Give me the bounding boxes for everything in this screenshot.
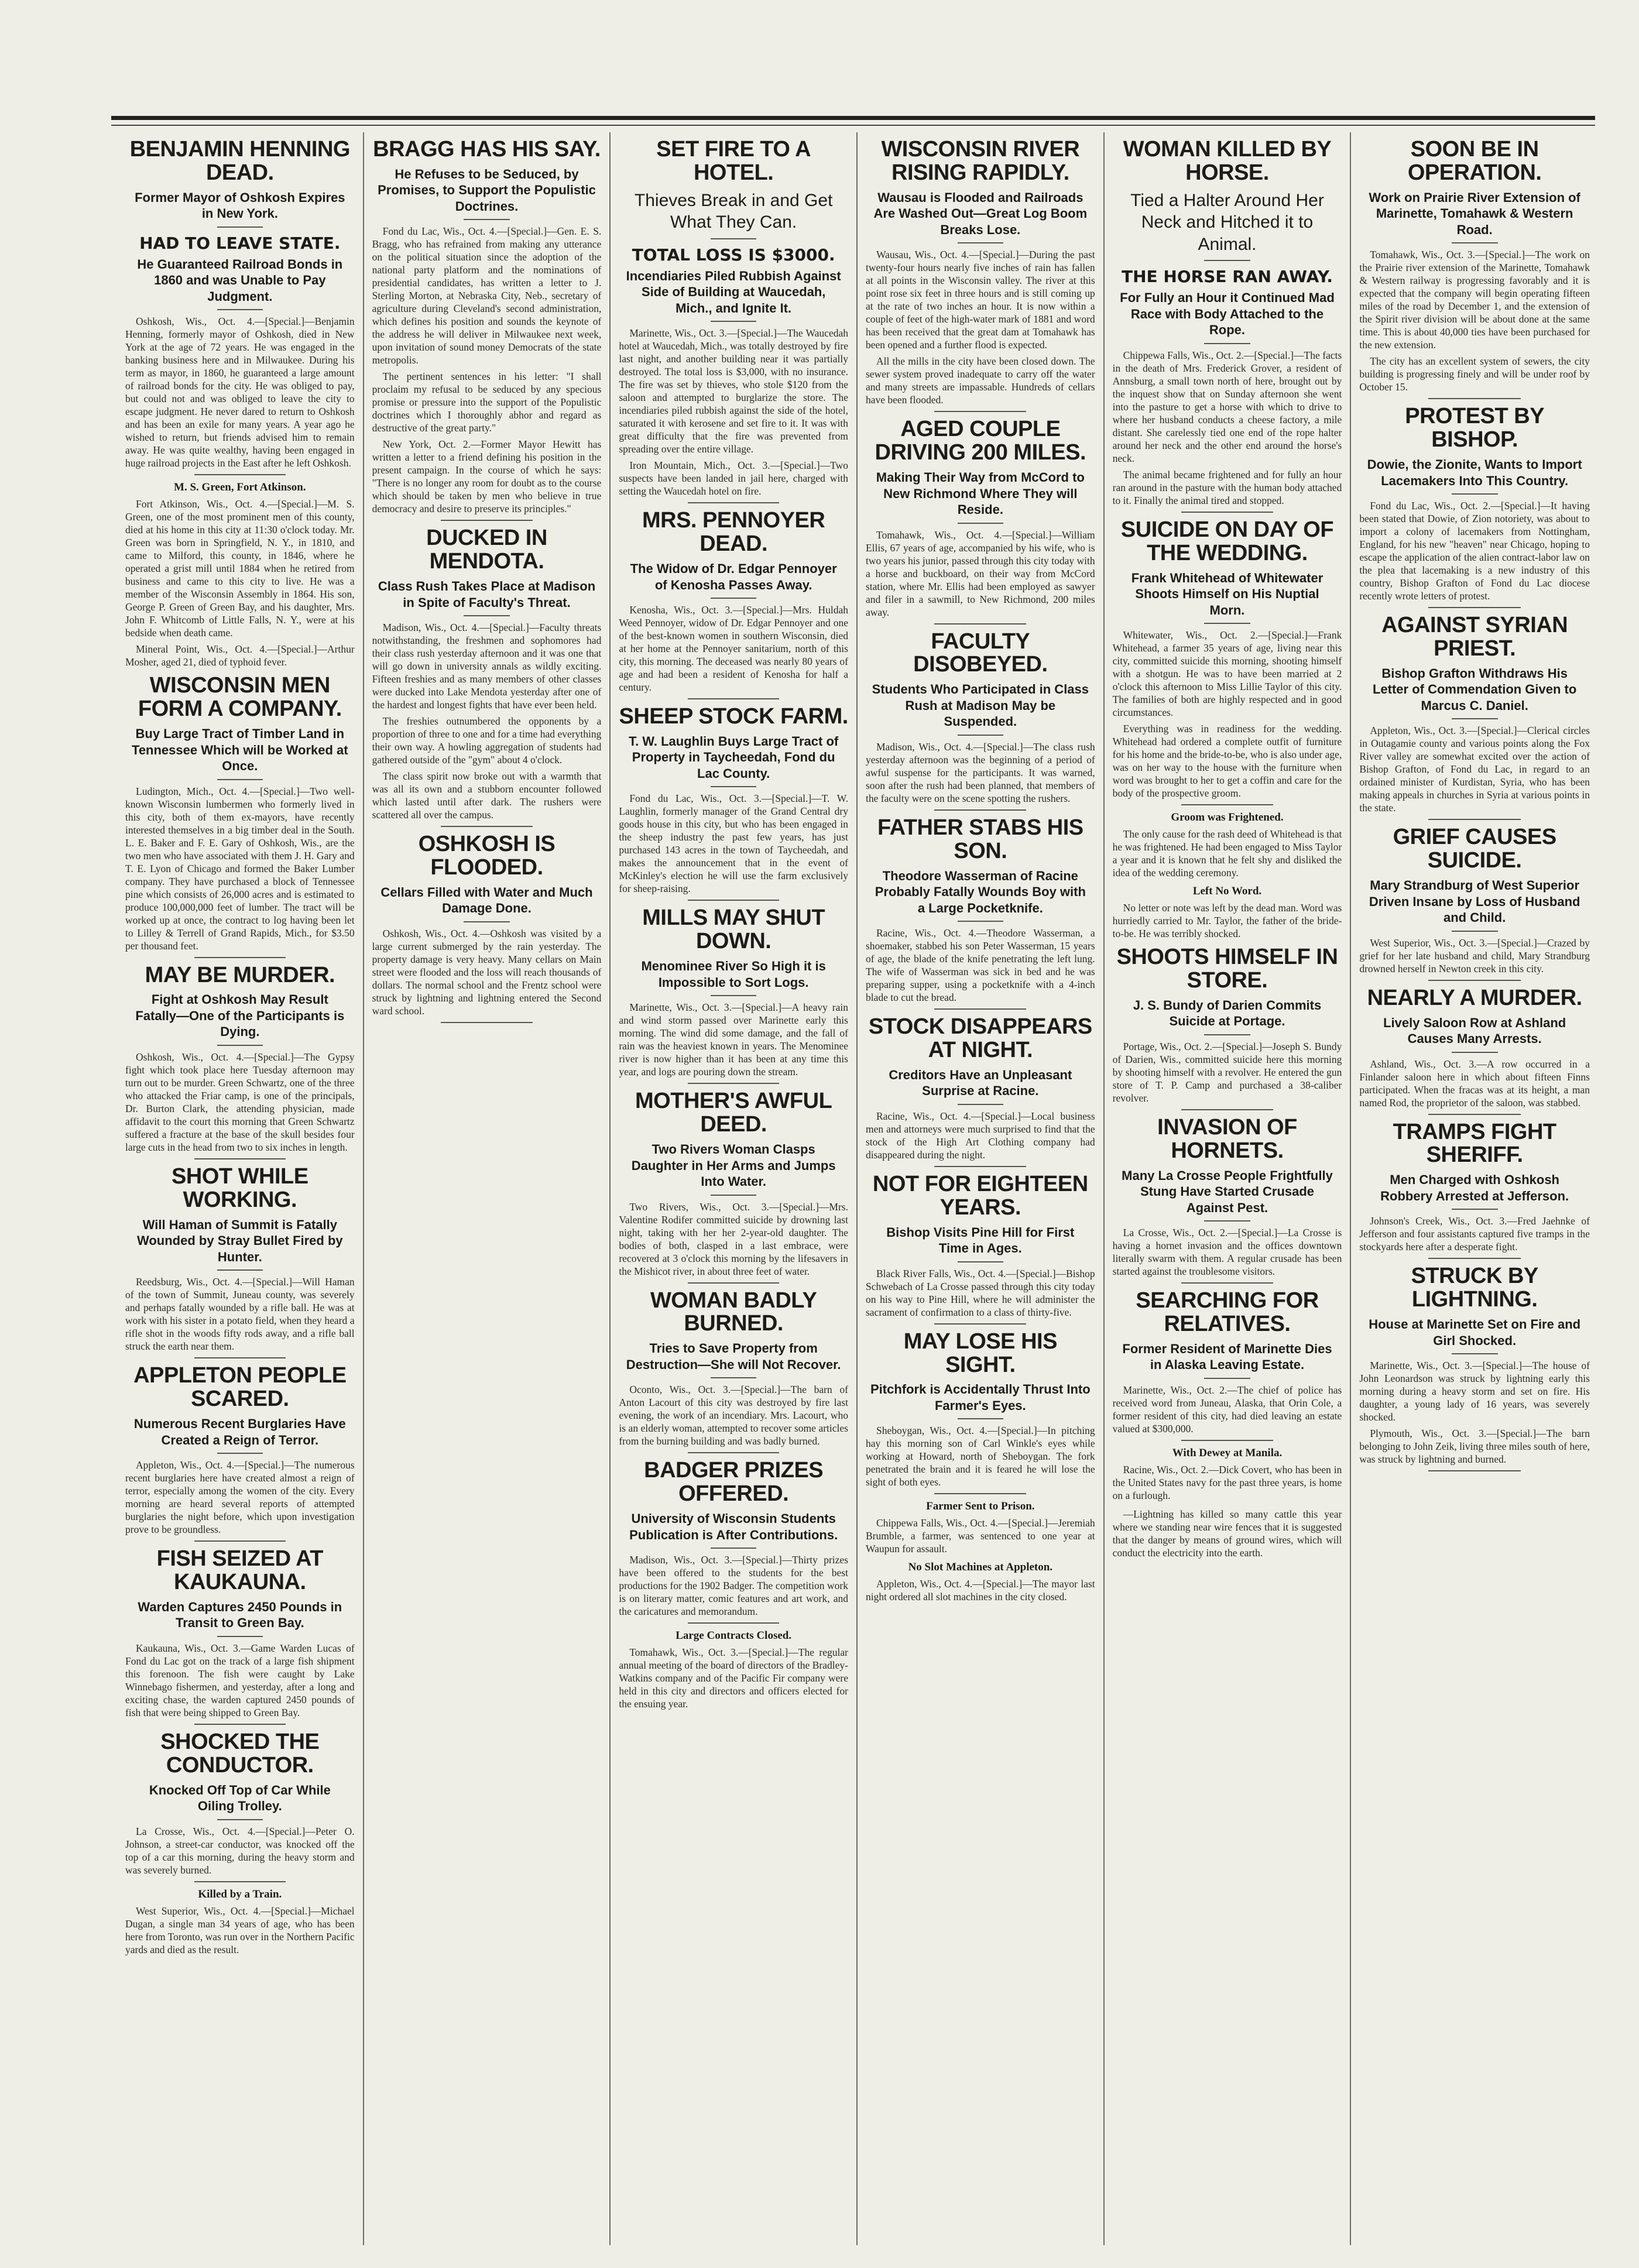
article-paragraph: Madison, Wis., Oct. 3.—[Special.]—Thirty prizes have been offered to the students for the best productions for the 1902 Badger. The competition work is on literary matter, comic features and art work, and the caricatures and memorandum. [619,1554,848,1618]
article-headline: MAY BE MURDER. [145,962,335,987]
article-deck: Making Their Way from McCord to New Richmond Where They will Reside. [876,470,1085,517]
article-paragraph: Appleton, Wis., Oct. 3.—[Special.]—Clerical circles in Outagamie county and various points along the Fox River valley are somewhat excited over the action of Bishop Grafton, of Fond du Lac, in regard to an ordained minister of Kurdistan, Syria, who has been making appeals in churches in Syria at various points in the state. [1359,725,1590,814]
article-headline: STOCK DISAPPEARS AT NIGHT. [868,1014,1092,1063]
article-paragraph: Black River Falls, Wis., Oct. 4.—[Special.]—Bishop Schwebach of La Crosse passed through this city today on his way to Pine Hill, where he will administer the sacrament of confirmation to a class of thirty-five. [865,1267,1095,1318]
article-deck: Bishop Grafton Withdraws His Letter of Commendation Given to Marcus C. Daniel. [1372,665,1577,713]
divider [1452,1353,1498,1354]
article [866,1500,1095,1555]
article-headline: STRUCK BY LIGHTNING. [1411,1264,1538,1312]
divider [711,1195,756,1196]
article-deck: Numerous Recent Burglaries Have Created a Reign of Terror. [133,1416,346,1447]
article [866,1173,1095,1325]
divider [217,1045,263,1046]
article [619,705,848,901]
article-headline: MILLS MAY SHUT DOWN. [642,905,825,954]
article-paragraph: Iron Mountain, Mich., Oct. 3.—[Special.]—Two suspects have been landed in jail here, charged with setting the Waucedah hotel on fire. [619,459,848,497]
article-paragraph: The pertinent sentences in his letter: "I shall proclaim my refusal to be seduced by any specious promise or pressure into the support of the Populistic doctrines which I thoroughly abhor and regard as destructive of the great party." [372,370,602,434]
divider [1452,1052,1498,1053]
article [1113,885,1342,940]
article-paragraph: The class spirit now broke out with a warmth that was all its own and a stubborn encounter followed which lasted until after dark. The rushers were scattered all over the campus. [372,770,602,821]
divider [441,1022,533,1023]
article-paragraph: The animal became frightened and for fully an hour ran around in the pasture with the human body attached to it. Finally the animal tired and stopped. [1112,468,1342,506]
article-deck: For Fully an Hour it Continued Mad Race with Body Attached to the Rope. [1120,290,1335,338]
article-paragraph: Chippewa Falls, Wis., Oct. 4.—[Special.]—Jeremiah Brumble, a farmer, was sentenced to one year at Waupun for assault. [865,1517,1095,1555]
article [372,138,602,521]
column-1 [117,132,364,2245]
divider [934,1166,1026,1167]
article [619,509,848,699]
article [619,138,848,503]
article-headline: PROTEST BY BISHOP. [1405,404,1545,452]
article-paragraph: Madison, Wis., Oct. 4.—[Special.]—Faculty threats notwithstanding, the freshmen and sophomores had their class rush yesterday afternoon and it was one that will go down in university annals as wildly exciting. Fifteen freshies and as many members of other classes were ducked into Lake Mendota yesterday after one of the hardest and longest fights that have ever been held. [372,622,602,711]
article-deck: Warden Captures 2450 Pounds in Transit to Green Bay. [138,1599,342,1631]
article-deck: He Refuses to be Seduced, by Promises, to Support the Populistic Doctrines. [378,166,596,214]
article-paragraph: Fond du Lac, Wis., Oct. 2.—[Special.]—It having been stated that Dowie, of Zion notoriety, was about to import a colony of lacemakers from Nottingham, England, for his new "heaven" near Chicago, hoping to escape the application of the alien contract-labor law on the plea that lacemaking is a new industry of this country, Bishop Grafton of Fond du Lac diocese recently wrote letters of protest. [1359,500,1590,602]
divider [688,698,780,699]
article-paragraph: La Crosse, Wis., Oct. 2.—[Special.]—La Crosse is having a hornet invasion and the offices downtown literally swarm with them. A regular crusade has been started against the troublesome visitors. [1112,1227,1342,1278]
divider [1204,260,1250,261]
divider [1204,343,1250,344]
article-headline: DUCKED IN MENDOTA. [426,526,547,574]
divider [688,1622,780,1624]
column-5 [1105,132,1352,2245]
article [1359,1265,1590,1471]
article-deck: Lively Saloon Row at Ashland Causes Many Arrests. [1383,1015,1566,1046]
article-headline: NEARLY A MURDER. [1367,985,1582,1010]
divider [688,1452,780,1453]
article [619,1090,848,1283]
article [1359,138,1590,399]
article-deck: Pitchfork is Accidentally Thrust Into Farmer's Eyes. [870,1382,1091,1413]
divider [464,615,509,616]
article-paragraph: Ludington, Mich., Oct. 4.—[Special.]—Two well-known Wisconsin lumbermen who formerly lived in this city, both of them ex-mayors, have recently interested themselves in a big timber deal in the South. L. E. Baker and F. E. Gary of Oshkosh, Wis., are the two men who have associated with them J. H. Gary and T. E. Lyon of Chicago and formed the Baker Lumber company. They have purchased a block of Tennessee pine which consists of 26,000 acres and is estimated to produce 100,000,000 feet of lumber. The tract will be worked up at once, the contract to log having been let to Lilley & Terrell of Grand Rapids, Mich., for $3.50 per thousand feet. [125,785,355,952]
column-grid [117,132,1598,2245]
divider [1428,1258,1520,1259]
article-headline: AGED COUPLE DRIVING 200 MILES. [875,417,1086,465]
article-deck: Incendiaries Piled Rubbish Against Side of Building at Waucedah, Mich., and Ignite It. [626,268,841,315]
article-headline: AGAINST SYRIAN PRIEST. [1381,613,1568,661]
article-headline: NOT FOR EIGHTEEN YEARS. [872,1171,1088,1220]
divider [711,321,756,322]
article [125,1165,355,1358]
divider [1428,398,1520,399]
article-minor-headline: Large Contracts Closed. [676,1629,792,1642]
article-paragraph: New York, Oct. 2.—Former Mayor Hewitt has written a letter to a friend defining his position in the present campaign. In the course of which he says: "There is no longer any room for doubt as to the course which should be taken by men who believe in true democracy and desire to preserve its principles." [372,438,602,515]
article-paragraph: La Crosse, Wis., Oct. 4.—[Special.]—Peter O. Johnson, a street-car conductor, was knocked off the top of a car this morning, during the heavy storm and was severely burned. [125,1825,355,1876]
article-paragraph: West Superior, Wis., Oct. 3.—[Special.]—Crazed by grief for her late husband and child, Mary Strandburg drowned herself in Newton creek in this city. [1359,936,1590,975]
divider [934,1493,1026,1494]
article-deck: Former Mayor of Oshkosh Expires in New York. [135,190,345,221]
article-paragraph: Fort Atkinson, Wis., Oct. 4.—[Special.]—M. S. Green, one of the most prominent men of this county, died at his home in this city at 11:30 o'clock today. Mr. Green was born in Springfield, N. Y., in 1810, and came to Milford, this county, in 1846, where he operated a grist mill until 1884 when he retired from business and came to this city to live. He was a member of the Wisconsin Assembly in 1864. His son, George P. Green of Green Bay, and his daughter, Mrs. John F. Whitcomb of Little Falls, N. Y., were at his bedside when death came. [125,498,355,639]
article-headline: INVASION OF HORNETS. [1157,1114,1297,1163]
divider [1181,512,1273,513]
divider [711,598,756,599]
article [619,907,848,1084]
article-deck: The Widow of Dr. Edgar Pennoyer of Kenosha Passes Away. [630,561,837,592]
article-headline: FACULTY DISOBEYED. [913,629,1048,677]
article [1359,987,1590,1115]
divider [1452,242,1498,243]
article-deck: T. W. Laughlin Buys Large Tract of Property in Taycheedah, Fond du Lac County. [629,733,839,781]
article-headline: BRAGG HAS HIS SAY. [373,137,601,162]
article-paragraph: Kenosha, Wis., Oct. 3.—[Special.]—Mrs. Huldah Weed Pennoyer, widow of Dr. Edgar Pennoyer and one of the best-known women in southern Wisconsin, died at her home at the Pennoyer sanitarium, north of this city, this morning. The deceased was nearly 80 years of age and had been a resident of Kenosha for half a century. [619,604,848,694]
article-paragraph: All the mills in the city have been closed down. The sewer system proved inadequate to carry off the water and many streets are impassable. Hundreds of cellars have been flooded. [865,355,1095,406]
divider [711,1548,756,1549]
article [125,481,355,668]
divider [1204,1220,1250,1222]
article [1113,946,1342,1110]
divider [1204,1034,1250,1035]
article-deck: Menominee River So High it is Impossible to Sort Logs. [641,959,826,990]
article-deck: Men Charged with Oshkosh Robbery Arrested at Jefferson. [1380,1172,1569,1203]
article-headline: MRS. PENNOYER DEAD. [642,508,825,557]
divider [1428,607,1520,608]
divider [934,1323,1026,1325]
article-deck: Buy Large Tract of Timber Land in Tennessee Which will be Worked at Once. [132,726,348,774]
article [1113,138,1342,513]
article-deck: Frank Whitehead of Whitewater Shoots Himself on His Nuptial Morn. [1131,570,1323,617]
article [125,964,355,1159]
article-minor-headline: No Slot Machines at Appleton. [908,1561,1053,1574]
article [866,138,1095,412]
article-deck: University of Wisconsin Students Publication is After Contributions. [629,1511,838,1542]
divider [934,1008,1026,1010]
article-paragraph: No letter or note was left by the dead man. Word was hurriedly carried to Mr. Taylor, the father of the bride-to-be. He was terribly shocked. [1112,902,1342,940]
divider [464,921,509,922]
article [372,833,602,1023]
divider [1452,493,1498,495]
divider [194,1158,286,1159]
article-minor-headline: Killed by a Train. [198,1888,282,1900]
article [1113,1289,1342,1441]
divider [1204,623,1250,624]
article-headline: SOON BE IN OPERATION. [1407,137,1542,185]
article [1113,519,1342,805]
divider [217,1269,263,1271]
article-deck: Wausau is Flooded and Railroads Are Washed Out—Great Log Boom Breaks Lose. [873,190,1088,237]
article-paragraph: Marinette, Wis., Oct. 3.—[Special.]—The Waucedah hotel at Waucedah, Mich., was totally destroyed by fire last night, and another building near it was partially destroyed. The total loss is $3,000, with no insurance. The fire was set by thieves, who stole $120 from the saloon and attempted to burglarize the store. The incendiaries piled rubbish against the side of the hotel, saturated it with kerosene and set fire to it. It was with great difficulty that the fire was prevented from spreading over the entire village. [619,327,848,455]
article-headline: SET FIRE TO A HOTEL. [656,137,811,185]
article-headline: SHOT WHILE WORKING. [172,1164,308,1212]
article-headline: WOMAN KILLED BY HORSE. [1123,137,1332,185]
article-paragraph: Fond du Lac, Wis., Oct. 4.—[Special.]—Gen. E. S. Bragg, who has refrained from making any utterance on the political situation since the adoption of the national party platform and the nominations of presidential candidates, has written a letter to J. Sterling Morton, at Nebraska City, Neb., secretary of agriculture during Cleveland's second administration, which defines his position and sounds the keynote of the address he will deliver in Milwaukee next week, upon invitation of sound money Democrats of the state metropolis. [372,225,602,366]
article [1359,614,1590,820]
article [866,418,1095,624]
article [866,1330,1095,1495]
article [866,1015,1095,1167]
article-deck: House at Marinette Set on Fire and Girl Shocked. [1369,1317,1581,1348]
divider [194,1540,286,1542]
article-deck: Tied a Halter Around Her Neck and Hitched it to Animal. [1130,190,1324,254]
divider [1181,1282,1273,1284]
divider [1428,819,1520,820]
article [125,1731,355,1882]
article-paragraph: Oshkosh, Wis., Oct. 4.—Oshkosh was visited by a large current submerged by the rain yesterday. The property damage is very heavy. Many cellars on Main street were flooded and the loss will reach thousands of dollars. The normal school and the Frentz school were struck by lightning and lightning entered the Second ward school. [372,927,602,1017]
article-deck: He Guaranteed Railroad Bonds in 1860 and was Unable to Pay Judgment. [137,256,343,304]
divider [1452,718,1498,719]
article-minor-headline: M. S. Green, Fort Atkinson. [174,481,306,494]
divider [1452,931,1498,932]
article [1113,1116,1342,1284]
article [372,527,602,827]
article-subhead: THE HORSE RAN AWAY. [1122,267,1333,287]
divider [711,786,756,787]
article-deck: Tries to Save Property from Destruction—She will Not Recover. [626,1341,841,1372]
divider [1452,1209,1498,1210]
article-paragraph: Oshkosh, Wis., Oct. 4.—[Special.]—Benjamin Henning, formerly mayor of Oshkosh, died in New York at the age of 72 years. He was engaged in the banking business here and in Milwaukee. During his term as mayor, in 1860, he guaranteed a large amount of railroad bonds for the city. He was obliged to pay, but could not and was obliged to leave the city to escape judgment. He never dared to return to Oshkosh and has been an exile for many years. A year ago he wished to return, but friends advised him to remain away. He was quite wealthy, having been engaged in huge railroad projects in the East after he left Oshkosh. [125,315,355,469]
divider [464,219,509,220]
article-deck: Bishop Visits Pine Hill for First Time in Ages. [886,1224,1075,1256]
article-paragraph: Plymouth, Wis., Oct. 3.—[Special.]—The barn belonging to John Zeik, living three miles south of here, was struck by lightning and burned. [1359,1428,1590,1466]
article-deck: Dowie, the Zionite, Wants to Import Lacemakers Into This Country. [1367,457,1582,488]
divider [194,957,286,958]
article-paragraph: Marinette, Wis., Oct. 3.—[Special.]—The house of John Leonardson was struck by lightning early this morning during a heavy storm and set on fire. His daughter, a young lady of 16 years, was severely shocked. [1359,1360,1590,1423]
article-paragraph: Ashland, Wis., Oct. 3.—A row occurred in a Finlander saloon here in which about fifteen Finns participated. When the fracas was at its height, a man named Rod, the proprietor of the saloon, was stabbed. [1359,1058,1590,1109]
article-headline: MAY LOSE HIS SIGHT. [903,1329,1057,1377]
divider [958,523,1003,524]
article-deck: Class Rush Takes Place at Madison in Spite of Faculty's Threat. [378,579,596,610]
divider [958,921,1003,922]
divider [958,1418,1003,1419]
article-paragraph: Oconto, Wis., Oct. 3.—[Special.]—The barn of Anton Lacourt of this city was destroyed by fire last evening, the work of an incendiary. Mrs. Lacourt, who is an elderly woman, attempted to recover some articles from the burning building and was badly burned. [619,1384,848,1447]
article [1113,1508,1342,1559]
divider [441,826,533,827]
article [125,1548,355,1725]
article-deck: Fight at Oshkosh May Result Fatally—One of the Participants is Dying. [135,992,345,1039]
article-paragraph: Kaukauna, Wis., Oct. 3.—Game Warden Lucas of Fond du Lac got on the track of a large fish shipment this forenoon. The fish were caught by Lake Winnebago fishermen, and yesterday, after a long and exciting chase, the warden captured 2450 pounds of fish that were being shipped to Green Bay. [125,1642,355,1718]
article-deck: Creditors Have an Unpleasant Surprise at Racine. [889,1067,1072,1099]
article-paragraph: Johnson's Creek, Wis., Oct. 3.—Fred Jaehnke of Jefferson and four assistants captured five tramps in the stockyards here after a desperate fight. [1359,1215,1590,1253]
divider [1181,804,1273,805]
article [866,1561,1095,1603]
article-paragraph: Chippewa Falls, Wis., Oct. 2.—[Special.]—The facts in the death of Mrs. Frederick Grover, a resident of Annsburg, a small town north of here, brought out by the inquest show that on Sunday afternoon she went into the pasture to get a horse with which to drive to where her husband conducts a cheese factory, a mile distant. She carelessly tied one end of the rope halter around her neck and the other end around the horse's neck. [1112,349,1342,464]
divider [194,1881,286,1882]
article-headline: OSHKOSH IS FLOODED. [418,832,556,880]
article-paragraph: Tomahawk, Wis., Oct. 3.—[Special.]—The regular annual meeting of the board of directors of the Bradley-Watkins company and of the Pacific Fir company were held in this city and directors and officers elected for the ensuing year. [619,1646,848,1710]
divider [934,623,1026,625]
divider [217,1819,263,1820]
divider [217,227,263,228]
article-deck: Will Haman of Summit is Fatally Wounded by Stray Bullet Fired by Hunter. [137,1217,343,1264]
article-headline: BADGER PRIZES OFFERED. [644,1458,824,1507]
article [619,1289,848,1454]
divider [441,520,533,521]
article-paragraph: Tomahawk, Wis., Oct. 3.—[Special.]—The work on the Prairie river extension of the Marinette, Tomahawk & Western railway is progressing favorably and it is expected that the company will begin operating fifteen miles of the road by December 1, and the extension of the Spirit river division will be about done at the same time. This is about 40,000 ties have been purchased for the new extension. [1359,249,1590,351]
article [125,674,355,958]
article-paragraph: Racine, Wis., Oct. 2.—Dick Covert, who has been in the United States navy for the past three years, is home on a furlough. [1112,1463,1342,1501]
article [125,1364,355,1542]
article [125,138,355,475]
divider [1181,1109,1273,1110]
article-paragraph: —Lightning has killed so many cattle this year where we standing near wire fences that it is suggested that the danger by means of ground wires, which will conduct the electricity into the earth. [1112,1508,1342,1559]
article-deck: Many La Crosse People Frightfully Stung Have Started Crusade Against Pest. [1122,1168,1333,1215]
article-deck: Thieves Break in and Get What They Can. [634,190,833,232]
article-headline: SEARCHING FOR RELATIVES. [1136,1288,1319,1337]
divider [688,900,780,901]
divider [217,1453,263,1454]
article-paragraph: Marinette, Wis., Oct. 2.—The chief of police has received word from Juneau, Alaska, that Orin Cole, a former resident of this city, had died leaving an estate valued at $300,000. [1112,1384,1342,1435]
article-paragraph: Tomahawk, Wis., Oct. 4.—[Special.]—William Ellis, 67 years of age, accompanied by his wife, who is two years his junior, passed through this city today with a horse and buckboard, on their way from McCord station, where Mr. Ellis had been employed as sawyer and filer in a sawmill, to New Richmond, 200 miles away. [865,529,1095,618]
divider [688,1083,780,1084]
article [125,1888,355,1956]
article-deck: Former Resident of Marinette Dies in Alaska Leaving Estate. [1122,1341,1332,1373]
article-headline: MOTHER'S AWFUL DEED. [635,1089,832,1137]
article [1359,405,1590,608]
article-headline: APPLETON PEOPLE SCARED. [133,1363,347,1412]
column-6 [1351,132,1598,2245]
article-subhead: HAD TO LEAVE STATE. [139,233,341,253]
article-headline: TRAMPS FIGHT SHERIFF. [1393,1119,1556,1168]
article [1113,1447,1342,1502]
divider [688,1282,780,1284]
article-paragraph: Sheboygan, Wis., Oct. 4.—[Special.]—In pitching hay this morning son of Carl Winkle's eyes while working at Howard, north of Sheboygan. The fork penetrated the brain and it is feared he will lose the sight of both eyes. [865,1425,1095,1488]
divider [958,1261,1003,1262]
divider [1428,1114,1520,1115]
article-paragraph: Mineral Point, Wis., Oct. 4.—[Special.]—Arthur Mosher, aged 21, died of typhoid fever. [125,643,355,668]
column-3 [611,132,858,2245]
column-2 [364,132,611,2245]
article-paragraph: Marinette, Wis., Oct. 3.—[Special.]—A heavy rain and wind storm passed over Marinette early this morning. The wind did some damage, and the fall of rain was the heaviest known in years. The Menominee river is now higher than it has been at any time this year, and logs are pouring down the stream. [619,1001,848,1078]
article [1359,1121,1590,1260]
article-headline: FATHER STABS HIS SON. [877,815,1083,863]
article-paragraph: Oshkosh, Wis., Oct. 4.—[Special.]—The Gypsy fight which took place here Tuesday afternoon may turn out to be murder. Green Schwartz, one of the three who attacked the Friar camp, is one of the principals, Dr. Burton Clark, the attending physician, made affidavit to the court this morning that Green Schwartz suffered a fracture at the base of the skull besides four large cuts in the head from two to six inches in length. [125,1051,355,1153]
article-deck: Mary Strandburg of West Superior Driven Insane by Loss of Husband and Child. [1369,878,1580,925]
article-paragraph: The city has an excellent system of sewers, the city building is progressing finely and will be under roof by October 15. [1359,355,1590,393]
article-deck: Work on Prairie River Extension of Marinette, Tomahawk & Western Road. [1369,190,1580,237]
divider [934,809,1026,811]
article-deck: Knocked Off Top of Car While Oiling Trolley. [149,1782,331,1814]
article-deck: Students Who Participated in Class Rush at Madison May be Suspended. [872,682,1089,729]
article-subhead: TOTAL LOSS IS $3000. [632,245,835,265]
column-4 [858,132,1105,2245]
divider [217,309,263,310]
article [619,1459,848,1624]
divider [958,242,1003,243]
masthead-rule [111,116,1595,120]
divider [934,411,1026,412]
article-paragraph: Wausau, Wis., Oct. 4.—[Special.]—During the past twenty-four hours nearly five inches of rain has fallen at all points in the Wisconsin valley. The river at this point rose six feet in three hours and is still coming up at the rate of two inches an hour. It is now within a couple of feet of the high-water mark of 1881 and word has been received that the great dam at Tomahawk has been opened and a further flood is expected. [865,249,1095,351]
article-paragraph: Portage, Wis., Oct. 2.—[Special.]—Joseph S. Bundy of Darien, Wis., committed suicide here this morning by shooting himself with a revolver. He entered the gun store of T. P. Camp and purchased a 38-caliber revolver. [1112,1040,1342,1104]
article [1359,826,1590,980]
article-paragraph: The freshies outnumbered the opponents by a proportion of three to one and for a time had everything their own way. A howling aggregation of students had gathered outside of the "gym" about 4 o'clock. [372,715,602,766]
divider [194,1357,286,1358]
article-paragraph: Fond du Lac, Wis., Oct. 3.—[Special.]—T. W. Laughlin, formerly manager of the Grand Central dry goods house in this city, but who has been engaged in the sheep industry the past few years, has just purchased 143 acres in the town of Taycheedah, and makes the announcement that in the event of McKinley's election he will use the farm exclusively for sheep-raising. [619,792,848,895]
article-paragraph: Two Rivers, Wis., Oct. 3.—[Special.]—Mrs. Valentine Rodifer committed suicide by drowning last night, taking with her her 2-year-old daughter. The bodies of both, clasped in a last embrace, were recovered at 3 o'clock this morning by the lifesavers in the Mishicot river, in about three feet of water. [619,1200,848,1277]
article-deck: J. S. Bundy of Darien Commits Suicide at Portage. [1133,997,1322,1029]
article-headline: SHEEP STOCK FARM. [619,704,848,729]
article-headline: BENJAMIN HENNING DEAD. [129,137,350,185]
article-paragraph: Reedsburg, Wis., Oct. 4.—[Special.]—Will Haman of the town of Summit, Juneau county, was severely and perhaps fatally wounded by a rifle ball. He was at work with his sister in a potato field, when they heard a rifle shot in the woods fifty rods away, and a rifle ball struck the earth near them. [125,1276,355,1353]
divider [688,502,780,503]
divider [217,1636,263,1637]
divider [711,238,756,239]
article-paragraph: Appleton, Wis., Oct. 4.—[Special.]—The numerous recent burglaries here have created almost a reign of terror, especially among the women of the city. Every morning are heard several reports of attempted burglaries the night before, which upon investigation prove to be groundless. [125,1459,355,1536]
article-minor-headline: Left No Word. [1192,885,1262,898]
masthead-rule-thin [111,125,1595,126]
divider [1428,1470,1520,1471]
article-headline: SHOCKED THE CONDUCTOR. [160,1729,320,1778]
article-paragraph: Everything was in readiness for the wedding. Whitehead had ordered a complete outfit of furniture for his home and the bride-to-be, who is also under age, was on her way to the house with the furniture when word was brought to her to get a coffin and care for the body of the prospective groom. [1112,723,1342,800]
article-paragraph: West Superior, Wis., Oct. 4.—[Special.]—Michael Dugan, a single man 34 years of age, who has been here from Toronto, was run over in the Northern Pacific yards and died as the result. [125,1905,355,1955]
article-headline: SHOOTS HIMSELF IN STORE. [1116,945,1338,993]
article-paragraph: Appleton, Wis., Oct. 4.—[Special.]—The mayor last night ordered all slot machines in the city closed. [865,1578,1095,1603]
divider [1181,1440,1273,1441]
article [866,816,1095,1010]
article-paragraph: The only cause for the rash deed of Whitehead is that he was frightened. He had been engaged to Miss Taylor a year and it is known that he felt shy and disliked the idea of the wedding ceremony. [1112,828,1342,879]
article-paragraph: Madison, Wis., Oct. 4.—[Special.]—The class rush yesterday afternoon was the beginning of a period of awful suspense for the participants. It was warned, soon after the rush had been planned, that members of the faculty were on the scene spotting the rushers. [865,740,1095,804]
article [866,630,1095,811]
article-headline: WOMAN BADLY BURNED. [650,1288,817,1336]
article-headline: SUICIDE ON DAY OF THE WEDDING. [1120,517,1334,565]
article [619,1629,848,1710]
article-minor-headline: Farmer Sent to Prison. [926,1500,1035,1513]
article-minor-headline: With Dewey at Manila. [1172,1446,1283,1459]
article-paragraph: Whitewater, Wis., Oct. 2.—[Special.]—Frank Whitehead, a farmer 35 years of age, living near this city, committed suicide this morning, shooting himself with a shotgun. He was to have been married at 2 o'clock this afternoon to Miss Lillie Taylor of this city. The families of both are highly respected and in good circumstances. [1112,629,1342,719]
article-headline: WISCONSIN MEN FORM A COMPANY. [138,673,342,722]
divider [958,735,1003,736]
divider [1428,980,1520,981]
divider [217,779,263,780]
divider [711,1377,756,1378]
divider [1204,1378,1250,1379]
divider [711,995,756,996]
article-deck: Theodore Wasserman of Racine Probably Fatally Wounds Boy with a Large Pocketknife. [875,868,1086,915]
article-headline: GRIEF CAUSES SUICIDE. [1393,825,1556,873]
article-headline: FISH SEIZED AT KAUKAUNA. [156,1546,323,1594]
article-deck: Cellars Filled with Water and Much Damage Done. [380,884,593,916]
article-paragraph: Racine, Wis., Oct. 4.—[Special.]—Local business men and attorneys were much surprised to find that the stock of the High Art Clothing company had disappeared during the night. [865,1110,1095,1161]
divider [958,1104,1003,1105]
article-headline: WISCONSIN RIVER RISING RAPIDLY. [881,137,1080,185]
article [1113,811,1342,879]
article-deck: Two Rivers Woman Clasps Daughter in Her Arms and Jumps Into Water. [631,1142,836,1189]
divider [194,474,286,475]
article-paragraph: Racine, Wis., Oct. 4.—Theodore Wasserman, a shoemaker, stabbed his son Peter Wasserman, 15 years of age, the blade of the knife penetrating the left lung. The wife of Wasserman was sick in bed and he was preparing supper, using a pocketknife with a 4-inch blade to cut the bread. [865,927,1095,1004]
article-minor-headline: Groom was Frightened. [1171,811,1284,824]
divider [194,1724,286,1725]
